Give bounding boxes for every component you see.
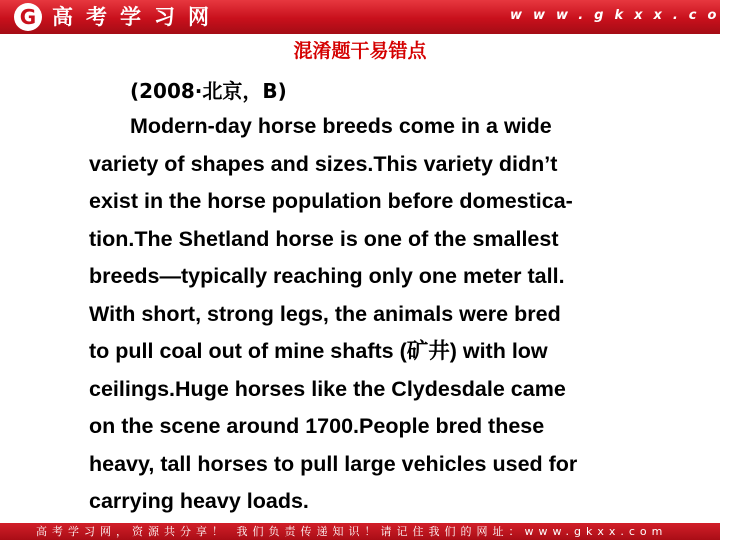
footer-banner — [0, 523, 720, 540]
passage-line: on the scene around 1700.People bred these — [89, 414, 545, 438]
passage-line: With short, strong legs, the animals were bred — [89, 301, 561, 326]
passage-line: exist in the horse population before domestica- — [89, 189, 573, 213]
passage-line: heavy, tall horses to pull large vehicles used for — [89, 451, 578, 476]
passage-line: tion.The Shetland horse is one of the smallest — [89, 226, 559, 251]
passage-line: Modern-day horse breeds come in a wide — [130, 114, 552, 138]
passage-line: variety of shapes and sizes.This variety didn’t — [89, 151, 558, 176]
footer-slogan: 高考学习网，资源共分享！ 我们负责传递知识！请记住我们的网址：www.gkxx.com — [36, 525, 668, 538]
site-brand-name[interactable]: 高考学习网 — [52, 5, 222, 29]
logo-letter: G — [19, 5, 37, 29]
reading-passage — [89, 108, 649, 521]
passage-line: to pull coal out of mine shafts (矿井) with low — [89, 339, 548, 363]
passage-line: breeds—typically reaching only one meter tall. — [89, 264, 565, 288]
exam-source: (2008·北京，B) — [130, 79, 287, 103]
site-url[interactable]: www.gkxx.com — [510, 8, 752, 23]
passage-line: ceilings.Huge horses like the Clydesdale came — [89, 376, 566, 401]
slide-title: 混淆题干易错点 — [293, 40, 427, 62]
site-logo-icon[interactable] — [14, 3, 42, 31]
header-banner — [0, 0, 752, 34]
passage-line: carrying heavy loads. — [89, 489, 309, 513]
